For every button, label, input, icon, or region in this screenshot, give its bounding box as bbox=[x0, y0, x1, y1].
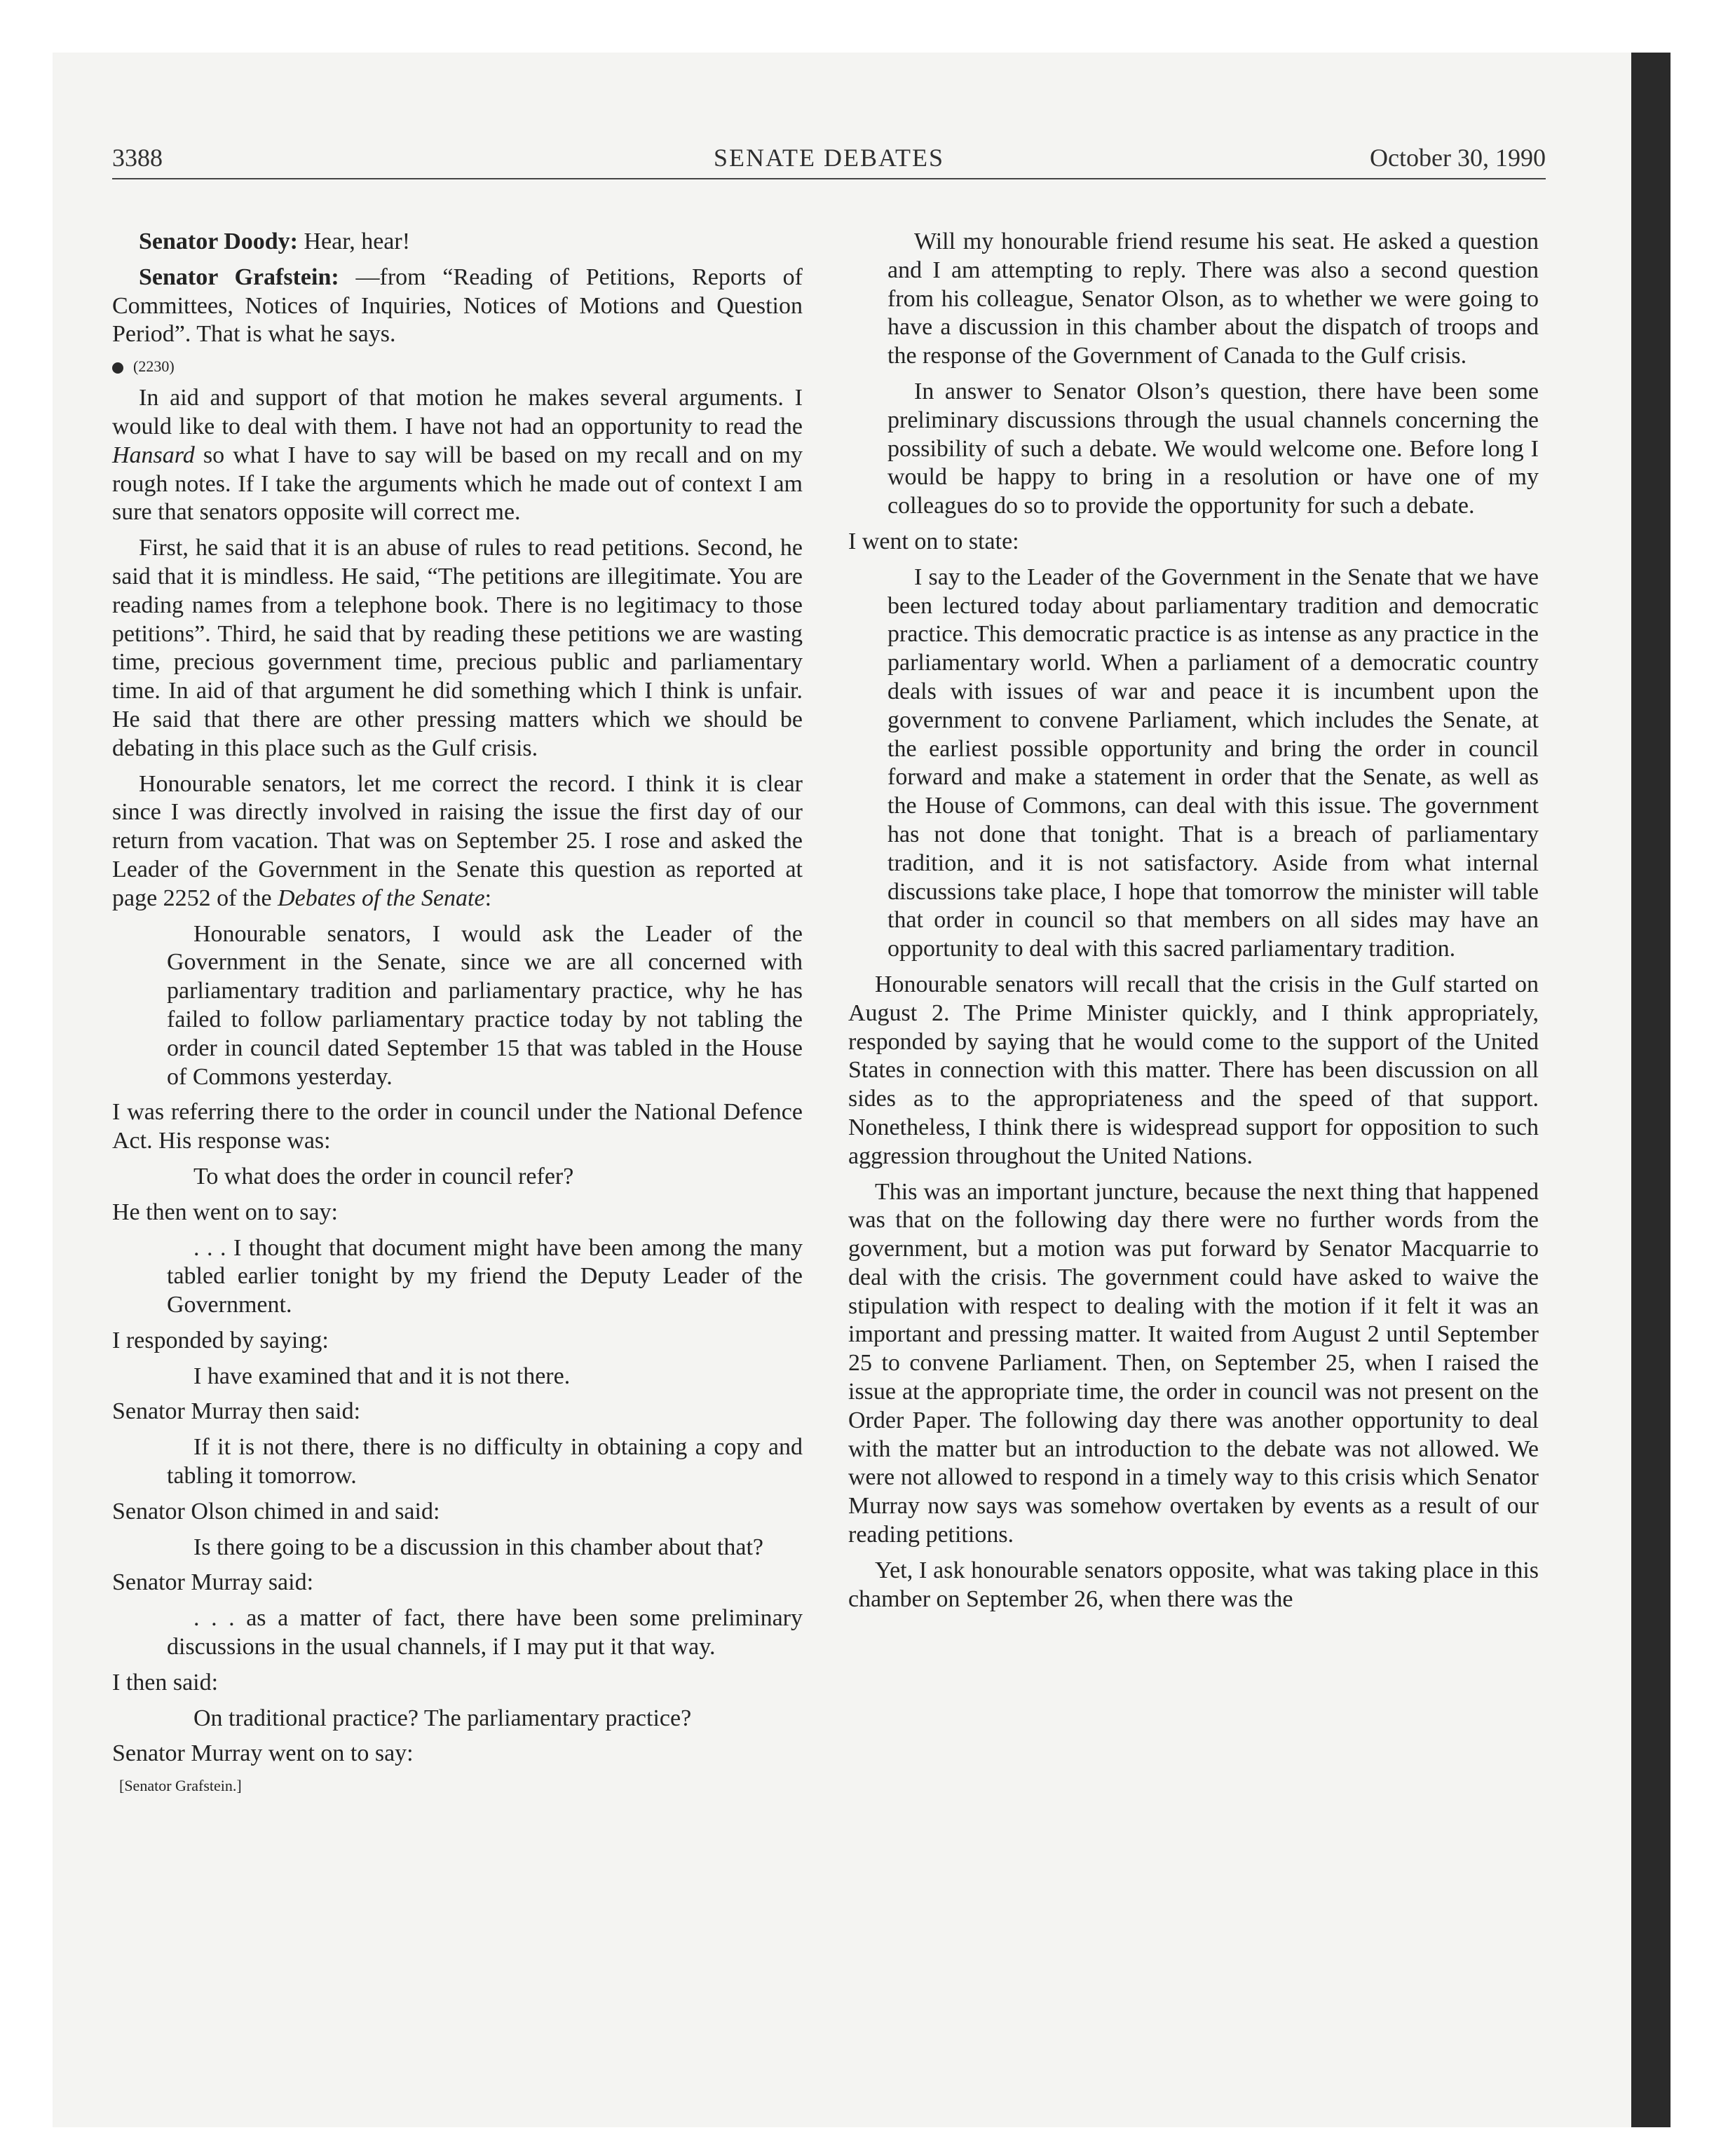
time-marker: (2230) bbox=[112, 356, 803, 377]
page-number: 3388 bbox=[112, 144, 163, 172]
block-quote: I say to the Leader of the Government in the Senate that we have been lectured today about parliamentary tradition and democratic practice. This democratic practice is as intense as any practice in the parliamentary world. When a parliament of a democratic country deals with issues of war and peace it is incumbent upon the government to convene Parliament, which includes the Senate, at the earliest possible opportunity and bring the order in council forward and make a statement in order that the Senate, as well as the House of Commons, can deal with this issue. The government has not done that tonight. That is a breach of parliamentary tradition, and it is not satisfactory. Aside from what internal discussions take place, I hope that tomorrow the minister will table that order in council so that members on all sides may have an opportunity to deal with this sacred parliamentary tradition. bbox=[887, 564, 1539, 962]
paragraph: Senator Murray said: bbox=[112, 1569, 314, 1596]
block-quote: In answer to Senator Olson’s question, there have been some preliminary discussions through the usual channels concerning the possibility of such a debate. We would welcome one. Before long I would be happy to bring in a resolution or have one of my colleagues do so to provide the opportunity for such a debate. bbox=[887, 378, 1539, 519]
paragraph: I then said: bbox=[112, 1669, 219, 1696]
block-quote: Honourable senators, I would ask the Leader of the Government in the Senate, since we are all concerned with parliamentary tradition and parliamentary practice, why he has failed to follow parliamentary practice today by not tabling the order in council dated September 15 that was tabled in the House of Commons yesterday. bbox=[167, 920, 803, 1090]
paragraph: Senator Murray went on to say: bbox=[112, 1740, 414, 1767]
speaker-name: Senator Grafstein: bbox=[139, 264, 339, 290]
paragraph: Senator Grafstein: —from “Reading of Petitions, Reports of Committees, Notices of Inquiries, Notices of Motions and Question Period”. That is what he says. bbox=[112, 264, 803, 348]
bullet-icon bbox=[112, 362, 123, 374]
paragraph: Honourable senators will recall that the crisis in the Gulf started on August 2. The Prime Minister quickly, and I think appropriately, responded by saying that he would come to the support of the United States in connection with this matter. There has been discussion on all sides as to the appropriateness and the speed of that support. Nonetheless, I think there is widespread support for opposition to such aggression throughout the United Nations. bbox=[848, 971, 1539, 1169]
block-quote: If it is not there, there is no difficulty in obtaining a copy and tabling it tomorrow. bbox=[167, 1434, 803, 1489]
speaker-name: Senator Doody: bbox=[139, 228, 298, 254]
block-quote: . . . I thought that document might have been among the many tabled earlier tonight by my friend the Deputy Leader of the Government. bbox=[167, 1234, 803, 1318]
paragraph: I was referring there to the order in council under the National Defence Act. His response was: bbox=[112, 1099, 803, 1154]
right-column bbox=[848, 228, 1539, 1621]
left-column bbox=[112, 228, 803, 1803]
header-date: October 30, 1990 bbox=[1370, 144, 1546, 172]
paragraph: Honourable senators, let me correct the record. I think it is clear since I was directly involved in raising the issue the first day of our return from vacation. That was on September 25. I rose and asked the Leader of the Government in the Senate this question as reported at page 2252 of the Debates of the Senate: bbox=[112, 770, 803, 911]
publication-title: SENATE DEBATES bbox=[713, 144, 944, 172]
block-quote: Will my honourable friend resume his seat. He asked a question and I am attempting to reply. There was also a second question from his colleague, Senator Olson, as to whether we were going to have a discussion in this chamber about the dispatch of troops and the response of the Government of Canada to the Gulf crisis. bbox=[887, 228, 1539, 369]
scan-edge bbox=[1631, 53, 1671, 2127]
paragraph: Senator Murray then said: bbox=[112, 1398, 361, 1425]
paragraph: First, he said that it is an abuse of rules to read petitions. Second, he said that it is mindless. He said, “The petitions are illegitimate. You are reading names from a telephone book. There is no legitimacy to those petitions”. Third, he said that by reading these petitions we are wasting time, precious government time, precious public and parliamentary time. In aid of that argument he did something which I think is unfair. He said that there are other pressing matters which we should be debating in this place such as the Gulf crisis. bbox=[112, 535, 803, 761]
italic-title: Debates of the Senate bbox=[278, 885, 485, 911]
paragraph: This was an important juncture, because the next thing that happened was that on the following day there were no further words from the government, but a motion was put forward by Senator Macquarrie to deal with the crisis. The government could have asked to waive the stipulation with respect to dealing with the motion if it felt it was an important and pressing matter. It waited from August 2 until September 25 to convene Parliament. Then, on September 25, when I raised the issue at the appropriate time, the order in council was not present on the Order Paper. The following day there was another opportunity to deal with the matter but an introduction to the debate was not allowed. We were not allowed to respond in a timely way to this crisis which Senator Murray now says was somehow overtaken by events as a result of our reading petitions. bbox=[848, 1178, 1539, 1548]
block-quote: . . . as a matter of fact, there have been some preliminary discussions in the usual channels, if I may put it that way. bbox=[167, 1605, 803, 1660]
paragraph: Senator Olson chimed in and said: bbox=[112, 1498, 440, 1524]
running-header bbox=[112, 140, 1546, 177]
speaker-attribution: [Senator Grafstein.] bbox=[119, 1777, 242, 1795]
paragraph: Yet, I ask honourable senators opposite, what was taking place in this chamber on September 26, when there was the bbox=[848, 1557, 1539, 1612]
italic-title: Hansard bbox=[112, 442, 195, 468]
paragraph: In aid and support of that motion he makes several arguments. I would like to deal with them. I have not had an opportunity to read the Hansard so what I have to say will be based on my recall and on my rough notes. If I take the arguments which he made out of context I am sure that senators opposite will correct me. bbox=[112, 385, 803, 526]
paragraph: Senator Doody: Hear, hear! bbox=[139, 228, 411, 254]
paragraph: He then went on to say: bbox=[112, 1199, 338, 1225]
block-quote: I have examined that and it is not there. bbox=[193, 1363, 571, 1389]
header-rule bbox=[112, 178, 1546, 179]
block-quote: To what does the order in council refer? bbox=[193, 1163, 574, 1189]
paragraph: I went on to state: bbox=[848, 528, 1019, 554]
block-quote: On traditional practice? The parliamentary practice? bbox=[193, 1705, 692, 1731]
paragraph: I responded by saying: bbox=[112, 1327, 329, 1353]
block-quote: Is there going to be a discussion in this chamber about that? bbox=[193, 1534, 763, 1560]
